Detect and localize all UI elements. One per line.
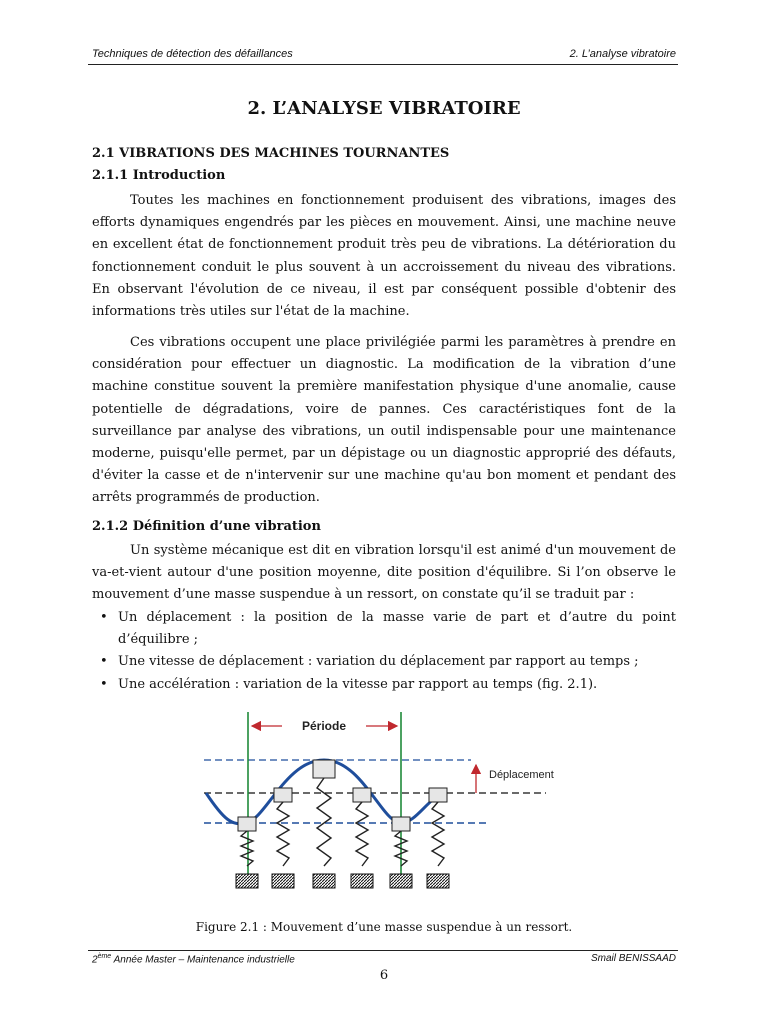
footer-level-sup: ème <box>97 953 112 960</box>
bullet-list <box>92 607 676 696</box>
footer-rule <box>88 950 678 951</box>
spring-mass-1 <box>236 817 258 888</box>
period-label: Période <box>301 719 347 733</box>
spring-mass-3 <box>313 760 335 888</box>
footer-level-number: 2 <box>92 954 98 966</box>
footer-left <box>92 953 295 965</box>
page-header <box>92 48 676 60</box>
intro-paragraph-1: Toutes les machines en fonctionnement produisent des vibrations, images des efforts dynamiques engendrés par les pièces en mouvement. Ainsi, une machine neuve en excellent état de fonctionnement produit très peu de vibrations. La détérioration du fonctionnement conduit le plus souvent à un accroissement du niveau des vibrations. En observant l'évolution de ce niveau, il est par conséquent possible d'obtenir des informations très utiles sur l'état de la machine. <box>92 193 676 320</box>
page-footer <box>92 953 676 965</box>
chapter-title: 2. L’ANALYSE VIBRATOIRE <box>247 98 521 119</box>
section-heading-2-1: 2.1 VIBRATIONS DES MACHINES TOURNANTES <box>92 146 450 161</box>
page-number: 6 <box>379 968 389 983</box>
footer-program: Année Master – Maintenance industrielle <box>111 954 295 966</box>
bullet-item: • Une accélération : variation de la vitesse par rapport au temps (fig. 2.1). <box>92 674 676 696</box>
section-heading-2-1-1: 2.1.1 Introduction <box>92 168 226 183</box>
bullet-item: • Un déplacement : la position de la masse varie de part et d’autre du point d’équilibre ; <box>92 607 676 651</box>
intro-paragraph-2: Ces vibrations occupent une place privilégiée parmi les paramètres à prendre en considération pour effectuer un diagnostic. La modification de la vibration d’une machine constitue souvent la première manifestation physique d'une anomalie, cause potentielle de dégradations, voire de pannes. Ces caractéristiques font de la surveillance par analyse des vibrations, un outil indispensable pour une maintenance moderne, puisqu'elle permet, par un dépistage ou un diagnostic approprié des défauts, d'éviter la casse et de n'intervenir sur une machine qu'au bon moment et pendant des arrêts programmés de production. <box>92 335 676 506</box>
displacement-label: Déplacement <box>489 769 554 781</box>
section-heading-2-1-2: 2.1.2 Définition d’une vibration <box>92 519 321 534</box>
spring-mass-2 <box>272 788 294 888</box>
definition-paragraph: Un système mécanique est dit en vibration lorsqu'il est animé d'un mouvement de va-et-vient autour d'une position moyenne, dite position d'équilibre. Si l’on observe le mouvement d’une masse suspendue à un ressort, on constate qu’il se traduit par : <box>92 543 676 603</box>
spring-mass-4 <box>351 788 373 888</box>
bullet-item: • Une vitesse de déplacement : variation du déplacement par rapport au temps ; <box>92 651 676 673</box>
footer-author: Smail BENISSAAD <box>590 953 676 964</box>
header-right: 2. L’analyse vibratoire <box>569 48 676 60</box>
header-left: Techniques de détection des défaillances <box>92 48 293 60</box>
figure-spring-mass <box>196 702 566 902</box>
header-rule <box>88 64 678 65</box>
figure-caption: Figure 2.1 : Mouvement d’une masse suspendue à un ressort. <box>195 920 573 934</box>
